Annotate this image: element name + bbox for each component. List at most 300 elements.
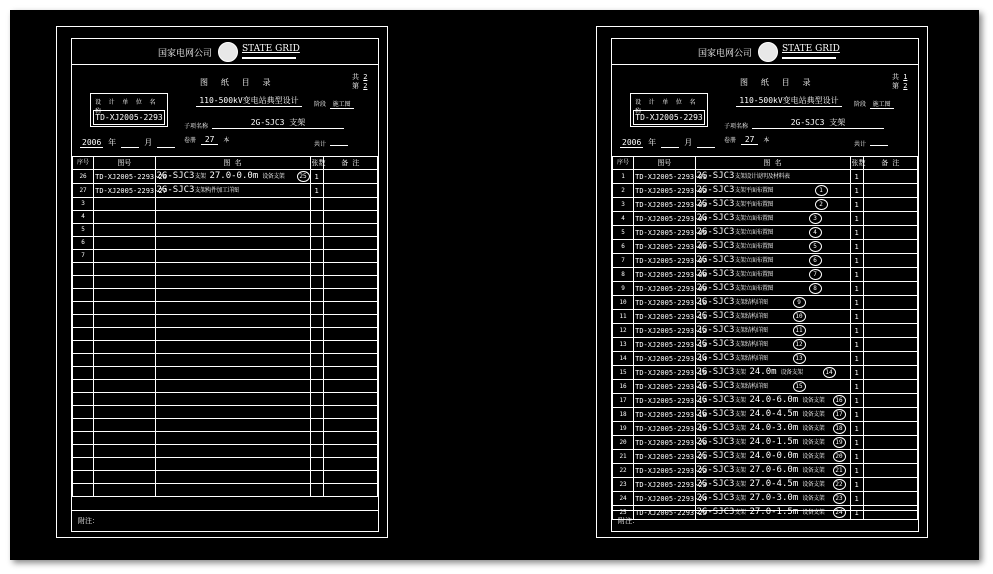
name-sub: 支架 [734, 481, 746, 488]
table-row [613, 408, 918, 422]
row-drawing-name [155, 406, 310, 419]
name-sub: 支架立面布置图 [734, 215, 773, 222]
row-sheet-count: 1 [850, 254, 863, 268]
row-remark [323, 250, 377, 263]
company-name-en: STATE GRID [242, 44, 300, 54]
table-row [613, 464, 918, 478]
name-main: 2G-SJC3 [696, 437, 735, 447]
row-drawing-number: TD-XJ2005-2293-08 [634, 268, 695, 282]
sheet-index-circle: 21 [833, 465, 846, 476]
row-drawing-name [695, 184, 850, 198]
name-sub2: 设备支架 [802, 495, 825, 502]
document-number: TD-XJ2005-2293 [633, 110, 705, 125]
sheet-index-circle: 13 [793, 353, 806, 364]
row-remark [323, 224, 377, 237]
row-drawing-name [695, 478, 850, 492]
row-drawing-name [155, 237, 310, 250]
row-sheet-count: 1 [310, 184, 323, 198]
row-seq [73, 458, 94, 471]
row-sheet-count: 1 [850, 198, 863, 212]
name-sub2: 设备支架 [802, 439, 825, 446]
table-row [73, 380, 378, 393]
volume-value: 27 [201, 135, 219, 145]
row-sheet-count: 1 [850, 366, 863, 380]
design-unit-box [630, 93, 708, 127]
row-seq [73, 341, 94, 354]
row-seq: 5 [613, 226, 634, 240]
name-sub: 支架 [734, 453, 746, 460]
table-row [73, 276, 378, 289]
name-main: 2G-SJC3 [696, 297, 735, 307]
row-seq: 5 [73, 224, 94, 237]
row-sheet-count [310, 380, 323, 393]
volume-field [184, 135, 229, 144]
row-drawing-name [695, 324, 850, 338]
table-row [73, 406, 378, 419]
row-drawing-name [155, 432, 310, 445]
row-drawing-number [94, 224, 155, 237]
catalog-title: 图 纸 目 录 [200, 78, 275, 87]
sheet-index-circle: 12 [793, 339, 806, 350]
table-row [73, 224, 378, 237]
volume-suffix: 本 [763, 137, 770, 144]
row-remark [323, 484, 377, 497]
row-drawing-number [94, 302, 155, 315]
row-drawing-number: TD-XJ2005-2293-10 [634, 296, 695, 310]
row-drawing-number [94, 393, 155, 406]
row-remark [323, 367, 377, 380]
name-sub: 支架立面布置图 [734, 271, 773, 278]
name-main: 2G-SJC3 [696, 311, 735, 321]
row-drawing-number: TD-XJ2005-2293-24 [634, 492, 695, 506]
name-sub2: 设备支架 [802, 467, 825, 474]
row-seq: 3 [73, 198, 94, 211]
name-sub: 支架设计说明及材料表 [734, 173, 790, 180]
row-seq: 21 [613, 450, 634, 464]
row-remark [323, 406, 377, 419]
col-header-sheets: 张数 [850, 157, 863, 170]
row-drawing-number [94, 328, 155, 341]
name-main: 2G-SJC3 [696, 465, 735, 475]
name-sub: 支架结构详图 [734, 313, 768, 320]
sheet-index-circle: 11 [793, 325, 806, 336]
row-seq: 15 [613, 366, 634, 380]
table-row [613, 324, 918, 338]
table-row [613, 394, 918, 408]
sheet-index-circle: 14 [823, 367, 836, 378]
sheet-index-circle: 1 [815, 185, 828, 196]
row-sheet-count: 1 [850, 408, 863, 422]
row-drawing-number: TD-XJ2005-2293-23 [634, 478, 695, 492]
name-sub2: 设备支架 [802, 425, 825, 432]
col-header-number: 图号 [634, 157, 695, 170]
row-remark [323, 458, 377, 471]
row-remark [863, 310, 917, 324]
name-sub: 支架结构详图 [734, 355, 768, 362]
row-drawing-name [155, 484, 310, 497]
row-seq: 17 [613, 394, 634, 408]
row-seq [73, 484, 94, 497]
row-remark [863, 478, 917, 492]
row-seq: 18 [613, 408, 634, 422]
row-sheet-count [310, 341, 323, 354]
row-remark [323, 198, 377, 211]
row-remark [863, 198, 917, 212]
table-row [613, 450, 918, 464]
name-extra: 24.0-1.5m [749, 437, 799, 447]
name-main: 2G-SJC3 [696, 353, 735, 363]
table-header-row [613, 157, 918, 170]
name-sub: 支架构件加工详图 [194, 187, 239, 194]
row-seq: 23 [613, 478, 634, 492]
design-unit-label: 设 计 单 位 名 称 [635, 99, 698, 115]
row-drawing-name [155, 315, 310, 328]
col-header-name: 图 名 [695, 157, 850, 170]
name-main: 2G-SJC3 [696, 325, 735, 335]
row-sheet-count [310, 393, 323, 406]
name-sub: 支架立面布置图 [734, 257, 773, 264]
row-drawing-number [94, 250, 155, 263]
name-sub: 支架立面布置图 [734, 243, 773, 250]
table-row [73, 211, 378, 224]
row-drawing-name [155, 302, 310, 315]
page-current: 2 [363, 82, 368, 90]
row-drawing-name [155, 471, 310, 484]
table-row [73, 458, 378, 471]
name-sub: 支架结构详图 [734, 383, 768, 390]
row-sheet-count [310, 458, 323, 471]
row-seq [73, 432, 94, 445]
name-sub: 支架平面布置图 [734, 187, 773, 194]
row-drawing-number [94, 367, 155, 380]
row-drawing-number: TD-XJ2005-2293-15 [634, 366, 695, 380]
row-remark [323, 432, 377, 445]
table-row [613, 254, 918, 268]
row-drawing-number [94, 198, 155, 211]
row-seq: 4 [613, 212, 634, 226]
name-main: 2G-SJC3 [696, 367, 735, 377]
subproject-name: 2G-SJC3 支架 [212, 117, 344, 129]
volume-field [724, 135, 769, 144]
row-sheet-count: 1 [850, 352, 863, 366]
table-row [73, 367, 378, 380]
row-sheet-count [310, 484, 323, 497]
row-drawing-number [94, 471, 155, 484]
company-name-cn: 国家电网公司 [158, 49, 213, 59]
table-row [613, 436, 918, 450]
row-seq [73, 419, 94, 432]
row-drawing-number: TD-XJ2005-2293-19 [634, 422, 695, 436]
row-remark [863, 170, 917, 184]
name-sub2: 设备支架 [802, 397, 825, 404]
col-header-sheets: 张数 [310, 157, 323, 170]
row-sheet-count: 1 [850, 394, 863, 408]
row-seq: 19 [613, 422, 634, 436]
name-main: 2G-SJC3 [696, 339, 735, 349]
row-sheet-count: 1 [850, 436, 863, 450]
row-seq [73, 393, 94, 406]
row-remark [323, 184, 377, 198]
row-remark [863, 492, 917, 506]
row-sheet-count: 1 [850, 226, 863, 240]
name-sub: 支架结构详图 [734, 341, 768, 348]
name-sub: 支架 [734, 411, 746, 418]
row-remark [863, 408, 917, 422]
row-drawing-number: TD-XJ2005-2293-18 [634, 408, 695, 422]
sheet-index-circle: 9 [793, 297, 806, 308]
table-row [73, 315, 378, 328]
name-main: 2G-SJC3 [696, 255, 735, 265]
notes-label: 附注： [618, 517, 639, 525]
volume-suffix: 本 [223, 137, 230, 144]
sheet-index-circle: 23 [833, 493, 846, 504]
name-main: 2G-SJC3 [696, 199, 735, 209]
subproject-label: 子项名称 [724, 123, 749, 130]
row-sheet-count: 1 [850, 380, 863, 394]
row-sheet-count: 1 [850, 212, 863, 226]
row-seq: 16 [613, 380, 634, 394]
project-name: 110-500kV变电站典型设计 [736, 95, 842, 107]
row-drawing-number [94, 432, 155, 445]
row-drawing-number: TD-XJ2005-2293-22 [634, 464, 695, 478]
row-remark [863, 254, 917, 268]
row-drawing-number: TD-XJ2005-2293-26 [94, 170, 155, 184]
row-seq [73, 406, 94, 419]
row-remark [863, 240, 917, 254]
row-remark [323, 263, 377, 276]
row-seq [73, 263, 94, 276]
row-seq: 2 [613, 184, 634, 198]
col-header-seq: 序号 [73, 157, 94, 170]
notes-label: 附注： [78, 517, 99, 525]
row-sheet-count [310, 419, 323, 432]
name-sub: 支架立面布置图 [734, 229, 773, 236]
row-remark [863, 464, 917, 478]
row-seq [73, 380, 94, 393]
row-drawing-number [94, 445, 155, 458]
logo-underline [242, 57, 296, 59]
row-seq: 24 [613, 492, 634, 506]
row-drawing-number: TD-XJ2005-2293-13 [634, 338, 695, 352]
name-main: 2G-SJC3 [696, 241, 735, 251]
subproject-label: 子项名称 [184, 123, 209, 130]
table-row [613, 310, 918, 324]
table-row [613, 240, 918, 254]
row-drawing-name [695, 366, 850, 380]
row-drawing-name [695, 338, 850, 352]
col-header-remark: 备 注 [323, 157, 377, 170]
row-seq [73, 445, 94, 458]
sheet-index-circle: 15 [793, 381, 806, 392]
row-sheet-count [310, 367, 323, 380]
table-row [613, 338, 918, 352]
sheet-index-circle: 7 [809, 269, 822, 280]
sheet-border [71, 38, 379, 532]
table-row [613, 352, 918, 366]
col-header-number: 图号 [94, 157, 155, 170]
row-seq: 20 [613, 436, 634, 450]
logo-underline [782, 57, 836, 59]
table-row [613, 492, 918, 506]
name-extra: 24.0-0.0m [749, 451, 799, 461]
row-drawing-name [695, 352, 850, 366]
row-drawing-number [94, 315, 155, 328]
row-sheet-count: 1 [850, 338, 863, 352]
table-row [613, 296, 918, 310]
row-drawing-name [155, 354, 310, 367]
table-row [73, 184, 378, 198]
row-seq: 4 [73, 211, 94, 224]
col-header-name: 图 名 [155, 157, 310, 170]
sheet-index-circle: 24 [833, 507, 846, 518]
row-seq: 13 [613, 338, 634, 352]
total-field [854, 139, 888, 148]
volume-value: 27 [741, 135, 759, 145]
name-sub: 支架立面布置图 [734, 285, 773, 292]
sheet-index-circle: 4 [809, 227, 822, 238]
row-drawing-number: TD-XJ2005-2293-25 [634, 506, 695, 520]
table-row [73, 341, 378, 354]
row-seq: 10 [613, 296, 634, 310]
row-drawing-name [155, 289, 310, 302]
row-sheet-count: 1 [310, 170, 323, 184]
table-row [73, 484, 378, 497]
name-extra: 27.0-3.0m [749, 493, 799, 503]
row-remark [323, 419, 377, 432]
row-drawing-name [695, 408, 850, 422]
row-remark [863, 296, 917, 310]
year-value: 2006 [82, 138, 102, 147]
row-drawing-number: TD-XJ2005-2293-04 [634, 212, 695, 226]
name-main: 2G-SJC3 [696, 381, 735, 391]
row-remark [863, 436, 917, 450]
row-seq: 6 [613, 240, 634, 254]
row-drawing-number: TD-XJ2005-2293-16 [634, 380, 695, 394]
total-label: 共计 [854, 141, 867, 148]
name-main: 2G-SJC3 [696, 171, 735, 181]
row-drawing-number: TD-XJ2005-2293-21 [634, 450, 695, 464]
drawing-canvas [10, 10, 979, 560]
table-row [613, 212, 918, 226]
volume-label: 卷册 [724, 137, 737, 144]
row-remark [863, 338, 917, 352]
name-extra: 24.0-6.0m [749, 395, 799, 405]
row-seq [73, 328, 94, 341]
row-drawing-name [695, 310, 850, 324]
name-extra: 24.0m [749, 367, 777, 377]
row-drawing-name [155, 419, 310, 432]
row-drawing-number: TD-XJ2005-2293-12 [634, 324, 695, 338]
row-sheet-count: 1 [850, 492, 863, 506]
row-sheet-count [310, 445, 323, 458]
notes-row [612, 510, 918, 531]
name-main: 2G-SJC3 [696, 185, 735, 195]
drawing-list-table [72, 156, 378, 497]
row-sheet-count: 1 [850, 422, 863, 436]
col-header-seq: 序号 [613, 157, 634, 170]
sheet-index-circle: 2 [815, 199, 828, 210]
row-remark [323, 302, 377, 315]
row-drawing-name [155, 170, 310, 184]
row-seq [73, 289, 94, 302]
sheet-index-circle: 3 [809, 213, 822, 224]
month-suffix: 月 [684, 138, 693, 147]
row-drawing-number [94, 458, 155, 471]
name-sub: 支架 [734, 397, 746, 404]
name-sub2: 设备支架 [780, 369, 803, 376]
table-row [73, 354, 378, 367]
name-main: 2G-SJC3 [696, 507, 735, 517]
row-sheet-count [310, 289, 323, 302]
row-remark [323, 354, 377, 367]
row-sheet-count [310, 471, 323, 484]
row-drawing-number: TD-XJ2005-2293-20 [634, 436, 695, 450]
row-remark [863, 212, 917, 226]
row-drawing-name [155, 367, 310, 380]
row-drawing-name [695, 198, 850, 212]
row-sheet-count: 1 [850, 296, 863, 310]
row-drawing-number: TD-XJ2005-2293-09 [634, 282, 695, 296]
row-drawing-number [94, 380, 155, 393]
title-block [72, 65, 378, 155]
table-row [613, 226, 918, 240]
row-seq: 22 [613, 464, 634, 478]
row-drawing-name [695, 226, 850, 240]
row-seq [73, 471, 94, 484]
row-sheet-count [310, 328, 323, 341]
sheet-index-circle: 20 [833, 451, 846, 462]
drawing-sheet-right [596, 26, 928, 538]
name-sub2: 设备支架 [802, 453, 825, 460]
row-sheet-count [310, 250, 323, 263]
name-sub: 支架 [734, 495, 746, 502]
row-seq: 7 [613, 254, 634, 268]
row-remark [863, 282, 917, 296]
row-drawing-number [94, 484, 155, 497]
table-row [73, 328, 378, 341]
row-drawing-number [94, 354, 155, 367]
name-sub: 支架 [194, 173, 206, 180]
row-seq: 27 [73, 184, 94, 198]
year-suffix: 年 [108, 138, 117, 147]
drawing-list-table [612, 156, 918, 520]
row-remark [863, 226, 917, 240]
row-sheet-count: 1 [850, 170, 863, 184]
name-main: 2G-SJC3 [156, 185, 195, 195]
row-drawing-number [94, 211, 155, 224]
sheet-index-circle: 8 [809, 283, 822, 294]
row-sheet-count [310, 237, 323, 250]
row-sheet-count [310, 211, 323, 224]
table-row [73, 432, 378, 445]
row-drawing-name [695, 422, 850, 436]
name-extra: 27.0-4.5m [749, 479, 799, 489]
name-sub2: 设备支架 [802, 481, 825, 488]
row-drawing-number [94, 263, 155, 276]
row-remark [863, 268, 917, 282]
row-seq: 1 [613, 170, 634, 184]
name-main: 2G-SJC3 [696, 423, 735, 433]
row-drawing-number [94, 276, 155, 289]
row-drawing-number: TD-XJ2005-2293-11 [634, 310, 695, 324]
row-remark [323, 170, 377, 184]
row-drawing-name [155, 224, 310, 237]
name-sub: 支架 [734, 369, 746, 376]
row-drawing-number: TD-XJ2005-2293-06 [634, 240, 695, 254]
row-seq [73, 276, 94, 289]
stage-label: 阶段 [854, 101, 867, 108]
table-row [613, 198, 918, 212]
